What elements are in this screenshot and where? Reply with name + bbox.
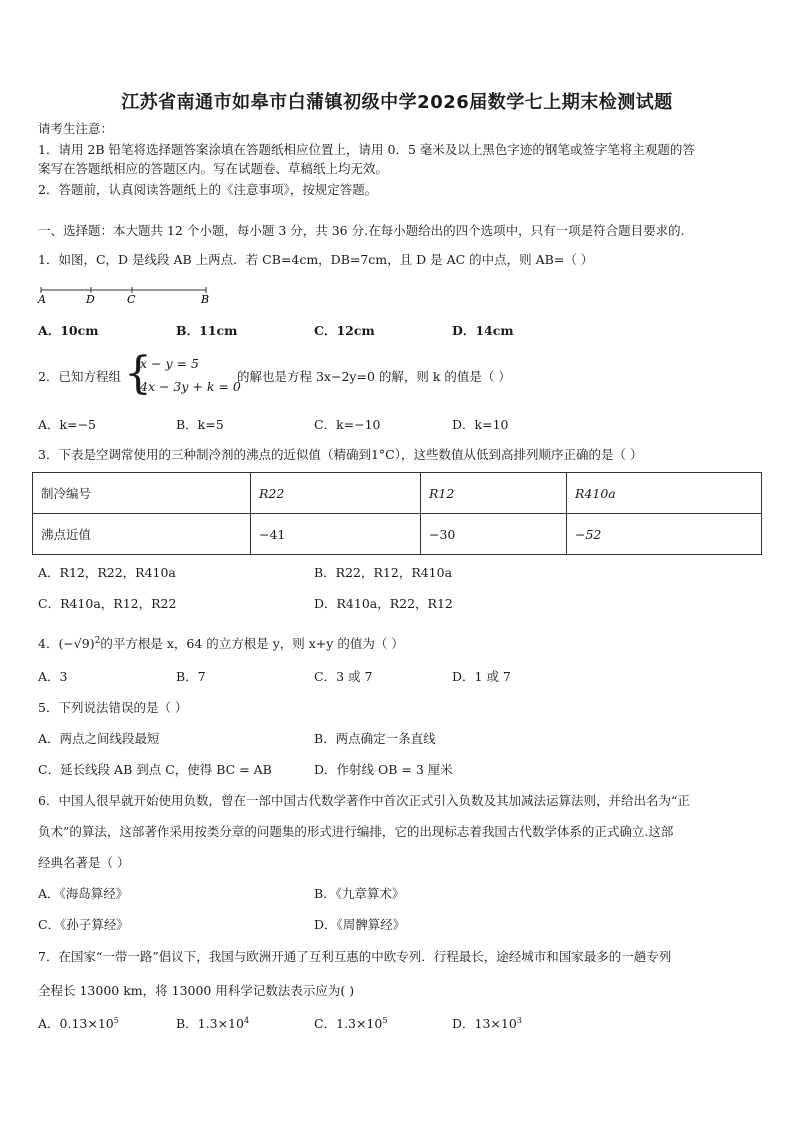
- q6-line-1: 6．中国人很早就开始使用负数，曾在一部中国古代数学著作中首次正式引入负数及其加减法运算法则，并给出名为“正: [38, 793, 690, 808]
- section-heading: 一、选择题：本大题共 12 个小题，每小题 3 分，共 36 分.在每小题给出的四个选项中，只有一项是符合题目要求的.: [38, 223, 685, 238]
- q7-option-d-exp: 3: [516, 1016, 522, 1025]
- q3-option-c: C．R410a，R12，R22: [38, 596, 177, 611]
- q3-stem: 3．下表是空调常使用的三种制冷剂的沸点的近似值（精确到1°C），这些数值从低到高排列顺序正确的是（ ）: [38, 447, 643, 462]
- table-cell: −52: [567, 514, 762, 555]
- q7-option-b-base: B．1.3×10: [176, 1016, 244, 1032]
- q1-option-a: A．10cm: [38, 323, 99, 338]
- q7-option-b: [176, 1013, 249, 1032]
- table-row: [33, 514, 762, 555]
- q6-option-a: A．《海岛算经》: [38, 886, 129, 901]
- q2-option-a: A．k=−5: [38, 417, 97, 432]
- q2-option-c: C．k=−10: [314, 417, 381, 432]
- table-cell: −41: [251, 514, 421, 555]
- page-title: 江苏省南通市如皋市白蒲镇初级中学2026届数学七上期末检测试题: [121, 92, 673, 113]
- q7-option-d-base: D．13×10: [452, 1016, 517, 1032]
- q1-option-b: B．11cm: [176, 323, 238, 338]
- q2-suffix: 的解也是方程 3x−2y=0 的解，则 k 的值是（ ）: [237, 369, 511, 384]
- notice-heading: 请考生注意：: [38, 121, 114, 136]
- table-cell: R12: [421, 473, 567, 514]
- q2-prefix: 2．已知方程组: [38, 369, 121, 384]
- q7-option-c-base: C．1.3×10: [314, 1016, 383, 1032]
- system-brace: {: [124, 348, 152, 399]
- q6-option-d: D．《周髀算经》: [314, 917, 406, 932]
- q1-option-d: D．14cm: [452, 323, 514, 338]
- q5-option-c: C．延长线段 AB 到点 C，使得 BC = AB: [38, 762, 272, 777]
- q7-line-2: 全程长 13000 km，将 13000 用科学记数法表示应为( ): [38, 983, 355, 998]
- table-cell: R410a: [567, 473, 762, 514]
- q3-option-a: A．R12，R22，R410a: [38, 565, 176, 580]
- q7-option-a-exp: 5: [113, 1016, 119, 1025]
- q4-exponent: 2: [94, 636, 101, 646]
- q1-stem: 1．如图，C，D 是线段 AB 上两点．若 CB=4cm，DB=7cm，且 D 是 AC 的中点，则 AB=（ ）: [38, 252, 594, 267]
- q7-option-a: [38, 1013, 119, 1032]
- q7-option-c: [314, 1013, 387, 1032]
- table-cell: 沸点近值: [33, 514, 251, 555]
- q2-option-b: B．k=5: [176, 417, 224, 432]
- table-cell: −30: [421, 514, 567, 555]
- q3-option-b: B．R22，R12，R410a: [314, 565, 453, 580]
- q6-option-b: B．《九章算术》: [314, 886, 405, 901]
- q6-line-3: 经典名著是（ ）: [38, 855, 130, 870]
- q1-segment-figure: [36, 284, 216, 306]
- table-row: [33, 473, 762, 514]
- q6-option-c: C．《孙子算经》: [38, 917, 129, 932]
- q2-equation-1: x − y = 5: [140, 356, 199, 371]
- q5-option-d: D．作射线 OB = 3 厘米: [314, 762, 453, 777]
- notice-line-1: 1．请用 2B 铅笔将选择题答案涂填在答题纸相应位置上，请用 0．5 毫米及以上黑色字迹的钢笔或签字笔将主观题的答: [38, 142, 695, 157]
- point-d-label: D: [86, 293, 95, 306]
- q4-option-d: D．1 或 7: [452, 669, 511, 684]
- point-c-label: C: [127, 293, 136, 306]
- table-cell: R22: [251, 473, 421, 514]
- q7-option-a-base: A．0.13×10: [38, 1016, 114, 1032]
- point-a-label: A: [38, 293, 46, 306]
- q4-option-b: B．7: [176, 669, 206, 684]
- q4-expression: 4．(−√9): [38, 636, 95, 652]
- q1-option-c: C．12cm: [314, 323, 375, 338]
- q5-option-b: B．两点确定一条直线: [314, 731, 436, 746]
- q3-option-d: D．R410a，R22，R12: [314, 596, 453, 611]
- q2-option-d: D．k=10: [452, 417, 509, 432]
- notice-line-2: 2．答题前，认真阅读答题纸上的《注意事项》，按规定答题。: [38, 182, 378, 197]
- refrigerant-table: [32, 472, 762, 555]
- q4-option-c: C．3 或 7: [314, 669, 373, 684]
- q4-stem: [38, 633, 404, 652]
- q7-line-1: 7．在国家“一带一路”倡议下，我国与欧洲开通了互利互惠的中欧专列．行程最长，途经城市和国家最多的一趟专列: [38, 949, 672, 964]
- q7-option-d: [452, 1013, 522, 1032]
- q4-option-a: A．3: [38, 669, 68, 684]
- notice-line-1b: 案写在答题纸相应的答题区内。写在试题卷、草稿纸上均无效。: [38, 161, 389, 176]
- table-cell: 制冷编号: [33, 473, 251, 514]
- q2-equation-2: 4x − 3y + k = 0: [140, 379, 241, 394]
- q4-stem-text: 的平方根是 x，64 的立方根是 y，则 x+y 的值为（ ）: [100, 636, 404, 652]
- q7-option-b-exp: 4: [243, 1016, 250, 1025]
- q5-stem: 5．下列说法错误的是（ ）: [38, 700, 188, 715]
- point-b-label: B: [201, 293, 210, 306]
- q7-option-c-exp: 5: [382, 1016, 388, 1025]
- q5-option-a: A．两点之间线段最短: [38, 731, 160, 746]
- q6-line-2: 负术”的算法，这部著作采用按类分章的问题集的形式进行编排，它的出现标志着我国古代数学体系的正式确立.这部: [38, 824, 674, 839]
